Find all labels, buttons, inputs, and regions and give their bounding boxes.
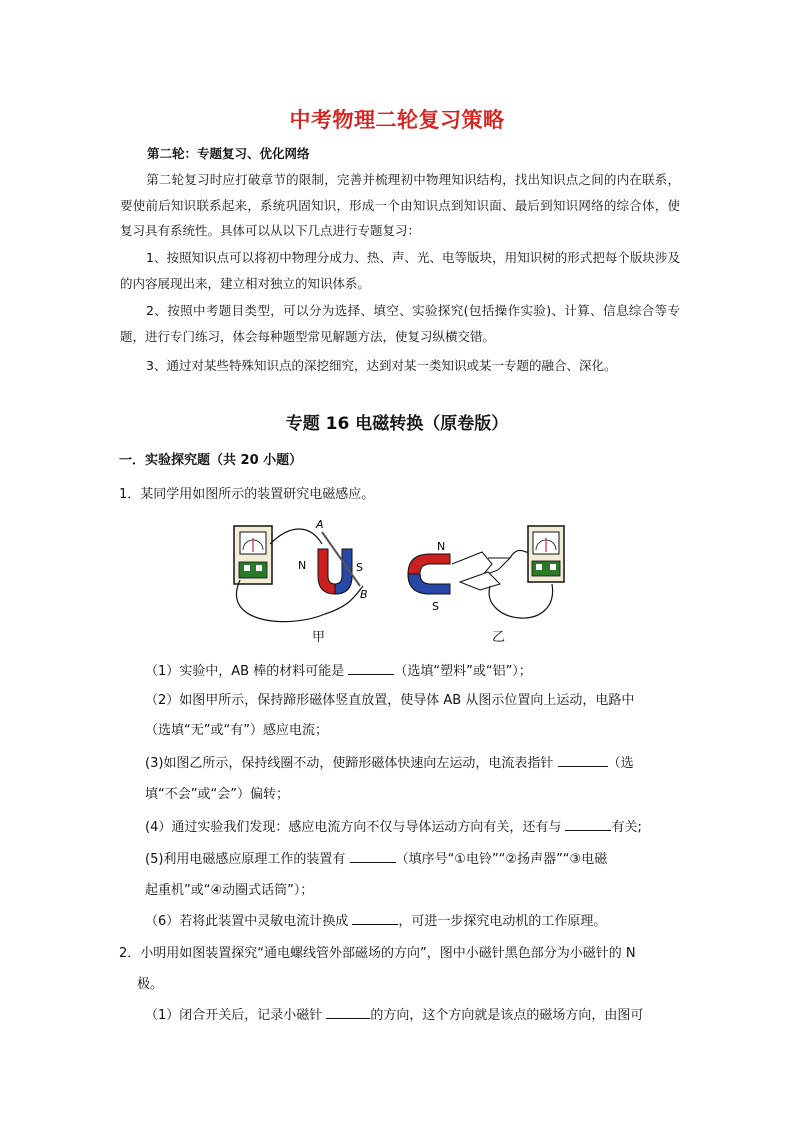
q1-sub-6: （6）若将此装置中灵敏电流计换成 ，可进一步探究电动机的工作原理。 bbox=[145, 914, 607, 929]
label-n2: N bbox=[437, 540, 446, 553]
section-heading: 一．实验探究题（共 20 小题） bbox=[119, 453, 303, 468]
topic-title: 专题 16 电磁转换（原卷版） bbox=[285, 414, 509, 434]
answer-blank[interactable] bbox=[558, 754, 608, 767]
label-s2: S bbox=[432, 600, 439, 613]
galvanometer-right-icon bbox=[528, 526, 564, 582]
electromagnetic-induction-diagram bbox=[230, 514, 570, 649]
q1-stem: 1．某同学用如图所示的装置研究电磁感应。 bbox=[119, 487, 375, 502]
page-title: 中考物理二轮复习策略 bbox=[289, 108, 505, 132]
figure-caption-left: 甲 bbox=[312, 630, 326, 645]
intro-paragraph-3: 2、按照中考题目类型，可以分为选择、填空、实验探究(包括操作实验)、计算、信息综合等专题，进行专门练习，体会每种题型常见解题方法，使复习纵横交错。 bbox=[120, 303, 680, 344]
round-two-subheading: 第二轮：专题复习、优化网络 bbox=[147, 146, 310, 161]
label-a: A bbox=[316, 518, 324, 531]
label-n: N bbox=[298, 559, 307, 572]
galvanometer-left-icon bbox=[234, 526, 272, 584]
q1-sub-3: (3)如图乙所示，保持线圈不动，使蹄形磁体快速向左运动，电流表指针 （选 bbox=[145, 756, 634, 771]
answer-blank[interactable] bbox=[350, 850, 396, 863]
intro-paragraph-1: 第二轮复习时应打破章节的限制，完善并梳理初中物理知识结构，找出知识点之间的内在联系，要使前后知识联系起来，系统巩固知识，形成一个由知识点到知识面、最后到知识网络的综合体，使复习具有系统性。具体可以从以下几点进行专题复习： bbox=[120, 172, 680, 238]
q1-sub-5-cont: 起重机”或“④动圈式话筒”）； bbox=[145, 883, 314, 898]
q1-sub-5: (5)利用电磁感应原理工作的装置有 （填序号“①电铃”“②扬声器”“③电磁 bbox=[145, 852, 608, 867]
q1-sub-3-cont: 填“不会”或“会”）偏转； bbox=[145, 787, 289, 802]
label-b: B bbox=[360, 588, 368, 601]
q2-stem: 2．小明用如图装置探究“通电螺线管外部磁场的方向”，图中小磁针黑色部分为小磁针的 N bbox=[119, 946, 636, 961]
q1-sub-1: （1）实验中，AB 棒的材料可能是 （选填“塑料”或“铝”）； bbox=[145, 664, 532, 679]
q2-sub-1: （1）闭合开关后，记录小磁针 的方向，这个方向就是该点的磁场方向，由图可 bbox=[145, 1008, 644, 1023]
horseshoe-magnet-left-icon bbox=[318, 549, 352, 594]
q1-sub-2: （2）如图甲所示，保持蹄形磁体竖直放置，使导体 AB 从图示位置向上运动，电路中 bbox=[145, 693, 635, 708]
answer-blank[interactable] bbox=[348, 662, 394, 675]
figure-caption-right: 乙 bbox=[492, 630, 506, 645]
q1-figure bbox=[230, 514, 570, 649]
answer-blank[interactable] bbox=[326, 1006, 370, 1019]
horseshoe-magnet-right-icon bbox=[408, 554, 450, 594]
intro-paragraph-2: 1、按照知识点可以将初中物理分成力、热、声、光、电等版块，用知识树的形式把每个版块涉及的内容展现出来，建立相对独立的知识体系。 bbox=[120, 250, 680, 291]
answer-blank[interactable] bbox=[565, 818, 611, 831]
q1-sub-2-cont: （选填“无”或“有”）感应电流； bbox=[145, 723, 328, 738]
q2-stem-cont: 极。 bbox=[137, 977, 164, 992]
intro-paragraph-4: 3、通过对某些特殊知识点的深挖细究，达到对某一类知识或某一专题的融合、深化。 bbox=[146, 358, 617, 373]
q1-sub-4: (4）通过实验我们发现：感应电流方向不仅与导体运动方向有关，还有与 有关; bbox=[145, 820, 642, 835]
label-s: S bbox=[356, 561, 363, 574]
answer-blank[interactable] bbox=[352, 912, 398, 925]
